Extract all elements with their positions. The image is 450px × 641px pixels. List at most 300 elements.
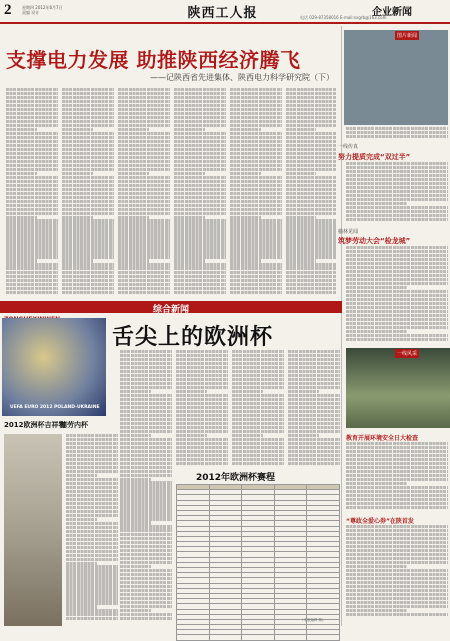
sidebar-article-1 <box>346 162 448 224</box>
text-line <box>120 497 172 500</box>
text-line <box>232 446 284 449</box>
text-line <box>66 538 118 541</box>
text-line <box>232 418 284 421</box>
text-line <box>62 255 114 258</box>
article-column-1 <box>6 88 58 298</box>
text-line <box>346 186 448 189</box>
text-line <box>120 398 172 401</box>
text-line <box>230 287 282 290</box>
sidebar-photo-2-tag: 一线风采 <box>397 351 418 357</box>
text-line <box>176 358 228 361</box>
text-line <box>118 259 149 262</box>
text-line <box>66 530 118 533</box>
text-line <box>230 164 282 167</box>
text-line <box>288 458 340 461</box>
text-line <box>346 278 448 281</box>
text-line <box>346 282 448 285</box>
text-line <box>286 279 336 282</box>
text-line <box>174 212 226 215</box>
text-line <box>6 192 58 195</box>
text-line <box>118 200 170 203</box>
text-line <box>346 202 407 205</box>
text-line <box>118 247 170 250</box>
text-line <box>118 239 170 242</box>
text-line <box>66 562 97 565</box>
text-line <box>286 96 336 99</box>
text-line <box>176 386 228 389</box>
text-line <box>120 545 172 548</box>
text-line <box>230 251 282 254</box>
text-line <box>120 462 172 465</box>
text-line <box>176 402 228 405</box>
text-line <box>6 128 37 131</box>
text-line <box>176 370 228 373</box>
text-line <box>118 219 170 222</box>
text-line <box>232 354 284 357</box>
text-line <box>346 494 448 497</box>
feature-column-3 <box>176 350 228 466</box>
text-line <box>6 120 58 123</box>
text-line <box>6 283 58 286</box>
text-line <box>120 541 172 544</box>
text-line <box>232 430 284 433</box>
text-line <box>120 581 172 584</box>
text-line <box>66 550 118 553</box>
text-line <box>286 132 336 135</box>
text-line <box>62 148 114 151</box>
text-line <box>120 521 151 524</box>
text-line <box>120 470 172 473</box>
text-line <box>120 601 172 604</box>
text-line <box>174 216 205 219</box>
text-line <box>6 204 58 207</box>
text-line <box>6 136 58 139</box>
text-line <box>118 176 170 179</box>
text-line <box>66 593 118 596</box>
text-line <box>230 180 282 183</box>
text-line <box>174 223 226 226</box>
text-line <box>346 561 448 564</box>
text-line <box>286 216 316 219</box>
text-line <box>288 370 340 373</box>
text-line <box>120 525 172 528</box>
masthead-editor: 责编 设计 <box>22 10 40 15</box>
text-line <box>346 545 448 548</box>
text-line <box>176 434 207 437</box>
text-line <box>120 362 172 365</box>
text-line <box>66 486 118 489</box>
text-line <box>118 152 170 155</box>
text-line <box>286 235 336 238</box>
text-line <box>232 390 263 393</box>
text-line <box>346 322 448 325</box>
text-line <box>118 227 170 230</box>
text-line <box>174 271 226 274</box>
text-line <box>6 168 58 171</box>
text-line <box>346 194 448 197</box>
text-line <box>118 88 170 91</box>
text-line <box>174 104 226 107</box>
text-line <box>346 274 448 277</box>
text-line <box>62 200 114 203</box>
text-line <box>174 168 226 171</box>
text-line <box>118 267 170 270</box>
text-line <box>6 216 37 219</box>
text-line <box>230 188 282 191</box>
text-line <box>6 271 58 274</box>
text-line <box>118 132 170 135</box>
text-line <box>6 259 37 262</box>
text-line <box>174 243 226 246</box>
text-line <box>346 490 448 493</box>
text-line <box>120 414 172 417</box>
text-line <box>232 398 284 401</box>
text-line <box>118 223 170 226</box>
text-line <box>6 184 58 187</box>
text-line <box>346 581 448 584</box>
text-line <box>6 231 58 234</box>
text-line <box>286 204 336 207</box>
text-line <box>230 196 282 199</box>
text-line <box>232 394 284 397</box>
text-line <box>120 485 172 488</box>
text-line <box>286 196 336 199</box>
text-line <box>118 140 170 143</box>
text-line <box>346 174 448 177</box>
text-line <box>346 565 407 568</box>
text-line <box>232 370 284 373</box>
text-line <box>120 374 172 377</box>
text-line <box>176 438 228 441</box>
text-line <box>62 92 114 95</box>
article-column-3 <box>118 88 170 298</box>
text-line <box>118 128 149 131</box>
text-line <box>346 553 448 556</box>
text-line <box>346 318 448 321</box>
text-line <box>232 462 284 465</box>
text-line <box>288 378 340 381</box>
text-line <box>346 135 448 138</box>
text-line <box>288 430 340 433</box>
text-line <box>286 152 336 155</box>
text-line <box>346 262 448 265</box>
text-line <box>118 168 170 171</box>
text-line <box>6 148 58 151</box>
text-line <box>346 462 448 465</box>
text-line <box>288 438 340 441</box>
text-line <box>174 255 226 258</box>
section-contact: 电话 029-87358016 E-mail:sxgrb@163.com <box>300 15 387 20</box>
text-line <box>120 386 172 389</box>
text-line <box>174 188 226 191</box>
text-line <box>66 613 118 616</box>
text-line <box>120 418 172 421</box>
text-line <box>62 156 114 159</box>
text-line <box>174 120 226 123</box>
text-line <box>62 216 93 219</box>
table-row <box>177 635 340 640</box>
sidebar-photo-caption <box>346 127 448 141</box>
text-line <box>6 287 58 290</box>
text-line <box>62 164 114 167</box>
text-line <box>174 235 226 238</box>
text-line <box>62 176 114 179</box>
text-line <box>286 148 336 151</box>
text-line <box>286 259 316 262</box>
text-line <box>118 275 170 278</box>
text-line <box>286 136 336 139</box>
text-line <box>62 104 114 107</box>
text-line <box>346 609 407 612</box>
text-line <box>230 200 282 203</box>
text-line <box>174 116 226 119</box>
text-line <box>66 605 97 608</box>
text-line <box>6 160 58 163</box>
text-line <box>346 266 448 269</box>
text-line <box>286 287 336 290</box>
text-line <box>120 613 172 616</box>
text-line <box>174 192 226 195</box>
text-line <box>230 247 282 250</box>
text-line <box>118 180 170 183</box>
text-line <box>176 462 228 465</box>
text-line <box>120 537 172 540</box>
text-line <box>176 366 228 369</box>
text-line <box>174 251 226 254</box>
text-line <box>6 251 58 254</box>
text-line <box>346 258 448 261</box>
text-line <box>286 208 336 211</box>
text-line <box>6 100 58 103</box>
text-line <box>120 430 172 433</box>
text-line <box>118 96 170 99</box>
text-line <box>66 482 118 485</box>
text-line <box>6 223 58 226</box>
text-line <box>62 219 114 222</box>
text-line <box>62 283 114 286</box>
text-line <box>230 219 282 222</box>
sidebar-title-1: 努力提质完成“双过半” <box>338 153 411 161</box>
caption-trophy: 德劳内杯 <box>60 421 88 429</box>
text-line <box>346 170 448 173</box>
text-line <box>174 112 226 115</box>
text-line <box>230 108 282 111</box>
text-line <box>288 366 340 369</box>
text-line <box>6 156 58 159</box>
text-line <box>174 279 226 282</box>
text-line <box>118 231 170 234</box>
text-line <box>62 180 114 183</box>
text-line <box>286 168 336 171</box>
text-line <box>176 442 228 445</box>
text-line <box>62 124 114 127</box>
text-line <box>346 478 448 481</box>
text-line <box>230 112 282 115</box>
text-line <box>62 100 114 103</box>
text-line <box>118 243 170 246</box>
text-line <box>232 454 284 457</box>
text-line <box>232 374 284 377</box>
text-line <box>62 184 114 187</box>
text-line <box>286 176 336 179</box>
text-line <box>346 290 448 293</box>
text-line <box>176 430 228 433</box>
text-line <box>176 394 228 397</box>
text-line <box>6 255 58 258</box>
text-line <box>118 235 170 238</box>
text-line <box>62 140 114 143</box>
player-photo <box>4 434 62 626</box>
text-line <box>176 418 228 421</box>
text-line <box>230 255 282 258</box>
text-line <box>6 92 58 95</box>
text-line <box>230 148 282 151</box>
text-line <box>118 164 170 167</box>
text-line <box>174 132 226 135</box>
text-line <box>62 188 114 191</box>
text-line <box>288 462 340 465</box>
text-line <box>288 354 340 357</box>
text-line <box>62 239 114 242</box>
masthead-date: 星期四 2012年6月7日 <box>22 5 63 10</box>
text-line <box>120 561 172 564</box>
text-line <box>118 112 170 115</box>
feature-column-2 <box>120 350 172 624</box>
text-line <box>346 214 448 217</box>
text-line <box>62 136 114 139</box>
section-name: 企业新闻 <box>372 7 412 18</box>
text-line <box>120 489 172 492</box>
text-line <box>66 585 118 588</box>
text-line <box>62 243 114 246</box>
text-line <box>286 128 316 131</box>
text-line <box>288 422 340 425</box>
text-line <box>176 398 228 401</box>
text-line <box>230 291 282 294</box>
feature-column-1 <box>66 434 118 624</box>
table-cell <box>209 635 242 640</box>
text-line <box>66 569 118 572</box>
text-line <box>66 462 118 465</box>
text-line <box>6 104 58 107</box>
text-line <box>62 88 114 91</box>
text-line <box>346 529 448 532</box>
text-line <box>346 218 448 221</box>
text-line <box>120 394 172 397</box>
text-line <box>230 267 282 270</box>
text-line <box>346 294 448 297</box>
paper-name: 陕西工人报 <box>187 5 258 20</box>
text-line <box>62 223 114 226</box>
text-line <box>174 108 226 111</box>
text-line <box>118 216 149 219</box>
text-line <box>230 140 282 143</box>
text-line <box>288 382 340 385</box>
text-line <box>120 402 172 405</box>
text-line <box>346 446 448 449</box>
text-line <box>174 136 226 139</box>
text-line <box>120 557 172 560</box>
text-line <box>286 255 336 258</box>
text-line <box>174 176 226 179</box>
text-line <box>346 127 448 130</box>
page-number: 2 <box>4 2 12 18</box>
text-line <box>174 275 226 278</box>
text-line <box>346 198 448 201</box>
text-line <box>118 251 170 254</box>
text-line <box>288 390 319 393</box>
text-line <box>230 271 282 274</box>
text-line <box>346 190 448 193</box>
text-line <box>118 196 170 199</box>
text-line <box>62 152 114 155</box>
text-line <box>346 450 448 453</box>
text-line <box>118 124 170 127</box>
text-line <box>66 542 118 545</box>
text-line <box>232 366 284 369</box>
text-line <box>66 474 97 477</box>
text-line <box>120 422 172 425</box>
text-line <box>346 442 448 445</box>
text-line <box>346 162 448 165</box>
text-line <box>232 438 284 441</box>
text-line <box>118 120 170 123</box>
text-line <box>286 231 336 234</box>
text-line <box>286 156 336 159</box>
text-line <box>230 136 282 139</box>
sidebar-photo-2 <box>346 348 450 428</box>
text-line <box>176 406 228 409</box>
text-line <box>230 259 261 262</box>
text-line <box>66 510 118 513</box>
text-line <box>174 200 226 203</box>
text-line <box>120 410 172 413</box>
section-banner-title: 综合新闻 <box>152 305 189 315</box>
text-line <box>346 557 448 560</box>
text-line <box>66 502 118 505</box>
text-line <box>346 254 448 257</box>
text-line <box>62 259 93 262</box>
text-line <box>286 88 336 91</box>
text-line <box>286 104 336 107</box>
text-line <box>6 144 58 147</box>
text-line <box>346 314 448 317</box>
text-line <box>120 350 172 353</box>
text-line <box>62 267 114 270</box>
text-line <box>230 212 282 215</box>
text-line <box>118 156 170 159</box>
text-line <box>6 275 58 278</box>
text-line <box>346 302 448 305</box>
text-line <box>118 172 149 175</box>
text-line <box>346 482 407 485</box>
article-column-5 <box>230 88 282 298</box>
text-line <box>120 450 172 453</box>
text-line <box>62 116 114 119</box>
text-line <box>230 144 282 147</box>
text-line <box>346 498 448 501</box>
text-line <box>6 227 58 230</box>
text-line <box>232 414 284 417</box>
text-line <box>62 112 114 115</box>
text-line <box>346 470 448 473</box>
text-line <box>120 382 172 385</box>
feature-column-4 <box>232 350 284 466</box>
text-line <box>286 124 336 127</box>
text-line <box>346 310 448 313</box>
text-line <box>346 166 448 169</box>
text-line <box>230 263 282 266</box>
